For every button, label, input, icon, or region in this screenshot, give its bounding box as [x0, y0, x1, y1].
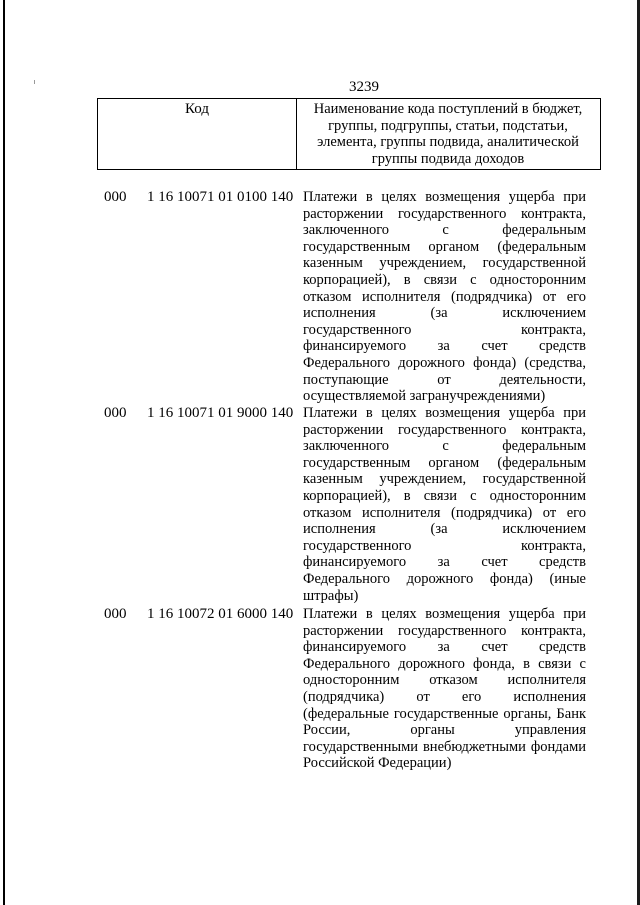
description-line: казенным учреждением, государственной [303, 471, 586, 488]
description-line: государственного контракта, [303, 321, 586, 338]
description-line: осуществляемой загранучреждениями) [303, 388, 546, 405]
description-line: поступающие от деятельности, [303, 371, 586, 388]
description-line: отказом исполнителя (подрядчика) от его [303, 504, 586, 521]
description-line: Федерального дорожного фонда) (средства, [303, 354, 586, 371]
description-line: исполнения (за исключением [303, 521, 586, 538]
header-name-line: Наименование кода поступлений в бюджет, [313, 101, 583, 117]
description-line: расторжении государственного контракта, [303, 205, 586, 222]
description-line: Российской Федерации) [303, 755, 452, 772]
description-line: отказом исполнителя (подрядчика) от его [303, 288, 586, 305]
description-line: заключенного с федеральным [303, 222, 586, 239]
description-line: исполнения (за исключением [303, 305, 586, 322]
description-line: штрафы) [303, 587, 359, 604]
description-line: государственными внебюджетными фондами [303, 738, 586, 755]
header-name-label [303, 101, 593, 167]
entry-description [303, 405, 586, 604]
description-line: корпорацией), в связи с односторонним [303, 487, 586, 504]
scan-mark [34, 80, 35, 84]
description-line: Федерального дорожного фонда, в связи с [303, 655, 586, 672]
description-line: финансируемого за счет средств [303, 639, 586, 656]
description-line: корпорацией), в связи с односторонним [303, 271, 586, 288]
description-line: (подрядчика) от его исполнения [303, 688, 586, 705]
entry-prefix: 000 [104, 606, 127, 622]
description-line: финансируемого за счет средств [303, 554, 586, 571]
description-line: России, органы управления [303, 722, 586, 739]
page-number: 3239 [349, 79, 379, 95]
entry-code: 1 16 10072 01 6000 140 [147, 606, 294, 622]
header-name-line: элемента, группы подвида, аналитической [317, 134, 579, 150]
entry-code: 1 16 10071 01 0100 140 [147, 189, 294, 205]
description-line: (федеральные государственные органы, Банк [303, 705, 586, 722]
description-line: Федерального дорожного фонда) (иные [303, 570, 586, 587]
description-line: государственным органом (федеральным [303, 238, 586, 255]
description-line: заключенного с федеральным [303, 438, 586, 455]
description-line: односторонним отказом исполнителя [303, 672, 586, 689]
description-line: государственным органом (федеральным [303, 454, 586, 471]
entry-prefix: 000 [104, 405, 127, 421]
entry-description [303, 606, 586, 772]
description-line: Платежи в целях возмещения ущерба при [303, 606, 586, 622]
description-line: финансируемого за счет средств [303, 338, 586, 355]
description-line: расторжении государственного контракта, [303, 622, 586, 639]
description-line: государственного контракта, [303, 537, 586, 554]
entry-prefix: 000 [104, 189, 127, 205]
entry-code: 1 16 10071 01 9000 140 [147, 405, 294, 421]
entry-description [303, 189, 586, 405]
description-line: казенным учреждением, государственной [303, 255, 586, 272]
header-name-line: группы, подгруппы, статьи, подстатьи, [328, 117, 568, 134]
description-line: расторжении государственного контракта, [303, 421, 586, 438]
description-line: Платежи в целях возмещения ущерба при [303, 405, 586, 421]
header-code-label: Код [185, 101, 209, 117]
header-name-line: группы подвида доходов [371, 150, 525, 167]
description-line: Платежи в целях возмещения ущерба при [303, 189, 586, 205]
scan-border-left [3, 0, 5, 905]
